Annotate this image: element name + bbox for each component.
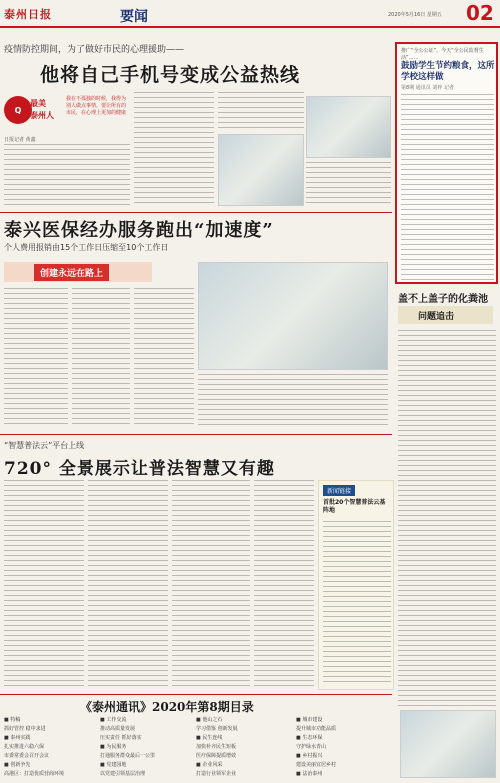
- toc-item: ■ 企业风采: [196, 762, 223, 768]
- story1-body-col3: [218, 92, 304, 132]
- story1-body-col4: [306, 162, 391, 206]
- issue-date: 2020年5月16日 星期五: [388, 12, 442, 18]
- toc-title: 《泰州通讯》2020年第8期目录: [80, 700, 254, 714]
- toc-item: ■ 为民服务: [100, 744, 127, 750]
- story2-body-col1: [4, 288, 68, 428]
- toc-item: 加快补齐民生短板: [196, 744, 237, 750]
- story3-kicker: “智慧普法云”平台上线: [4, 441, 85, 450]
- section-title: 要闻: [120, 9, 148, 25]
- toc-item: 守护绿水青山: [296, 744, 327, 750]
- toc-item: 提升城市功能品质: [296, 726, 337, 732]
- toc-item: 医疗保障提质增效: [196, 753, 237, 759]
- toc-item: 打造行业领军企业: [196, 771, 237, 777]
- toc-item: ■ 特稿: [4, 717, 21, 723]
- story1-title: 他将自己手机号变成公益热线: [40, 64, 301, 86]
- story3-body-col4: [254, 480, 314, 690]
- column-tag: 问题追击: [418, 312, 455, 322]
- story1-body-col2: [134, 92, 214, 206]
- toc-item: ■ 党建园地: [100, 762, 127, 768]
- story3-body-col2: [88, 480, 168, 690]
- story3-body-col1: [4, 480, 84, 690]
- toc-item: 以党建引领基层治理: [100, 771, 146, 777]
- toc-item: 建设美丽宜居乡村: [296, 762, 337, 768]
- story2-photo: [198, 262, 388, 370]
- toc-item: ■ 工作交流: [100, 717, 127, 723]
- toc-item: ■ 乡村振兴: [296, 753, 323, 759]
- sidebar-title: 鼓励学生节约粮食，这所学校这样做: [401, 61, 495, 82]
- story2-body-col4: [198, 374, 388, 428]
- masthead: [0, 0, 500, 28]
- toc-item: ■ 法治泰州: [296, 771, 323, 777]
- news-link-tag: 新闻链接: [323, 485, 355, 496]
- news-link-body: [323, 521, 391, 685]
- column-tag-box: [398, 306, 493, 324]
- link-box: [318, 480, 394, 690]
- divider: [0, 694, 392, 695]
- story1-byline: 日报记者 黄鑫: [4, 137, 36, 143]
- toc-item: 推动高质量发展: [100, 726, 136, 732]
- sidebar-body: [401, 94, 494, 280]
- sidebar-kicker: 推广“全公公证”，今天“全公民监督生活”……: [401, 48, 484, 61]
- divider: [0, 212, 392, 213]
- toc-item: 打通服务群众最后一公里: [100, 753, 156, 759]
- newspaper-logo: 泰州日报: [4, 8, 52, 21]
- toc-item: ■ 泰州实践: [4, 735, 31, 741]
- story2-subtitle: 个人费用报销由15个工作日压缩至10个工作日: [4, 243, 169, 252]
- divider: [0, 434, 392, 435]
- sidebar-meta: 第8期 通讯员 刘梓 记者: [401, 85, 454, 91]
- story1-quote: 我在不孤独的时候，我得为别人做点事情。要让所有的市民，在心理上更加的健康: [66, 96, 127, 116]
- badge-line1: 最美: [30, 99, 46, 108]
- toc-column-4: [296, 716, 392, 782]
- story3-title: 720° 全景展示让普法智慧又有趣: [4, 459, 275, 479]
- sidebar-story-box: [395, 42, 498, 284]
- badge-most-beautiful: [4, 92, 64, 132]
- toc-item: 市委常委会召开会议: [4, 753, 50, 759]
- toc-item: 扎实推进六稳六保: [4, 744, 45, 750]
- page-number: 02: [466, 1, 494, 25]
- story2-title: 泰兴医保经办服务跑出“加速度”: [4, 220, 274, 241]
- toc-item: 压实责任 抓好落实: [100, 735, 142, 741]
- toc-column-3: [196, 716, 292, 782]
- story2-body-col3: [134, 288, 194, 428]
- toc-item: ■ 创新争先: [4, 762, 31, 768]
- story2-body-col2: [72, 288, 130, 428]
- toc-item: ■ 他山之石: [196, 717, 223, 723]
- toc-item: ■ 城市建设: [296, 717, 323, 723]
- story1-photo-center: [218, 134, 304, 206]
- column-headline: 盖不上盖子的化粪池: [398, 294, 488, 305]
- toc-item: ■ 民生连线: [196, 735, 223, 741]
- toc-column-2: [100, 716, 192, 782]
- creation-banner: [4, 262, 152, 282]
- story1-photo-right: [306, 96, 391, 158]
- creation-ribbon: 创建永远在路上: [34, 264, 109, 281]
- toc-item: 学习借鉴 创新发展: [196, 726, 238, 732]
- toc-column-1: [4, 716, 96, 782]
- story1-kicker: 疫情防控期间，为了做好市民的心理援助——: [4, 45, 185, 55]
- badge-icon: Q: [4, 96, 32, 124]
- toc-item: 高港区：打造优质营商环境: [4, 771, 65, 777]
- story3-body-col3: [172, 480, 250, 690]
- column-photo: [400, 710, 496, 778]
- toc-item: 抓好管控 稳中求进: [4, 726, 46, 732]
- badge-line2: 泰州人: [30, 111, 54, 120]
- news-link-title: 首批20个智慧普法云基阵地: [323, 499, 386, 514]
- toc-item: ■ 生态环保: [296, 735, 323, 741]
- column-body: [398, 330, 496, 706]
- story1-body-col1: [4, 144, 130, 206]
